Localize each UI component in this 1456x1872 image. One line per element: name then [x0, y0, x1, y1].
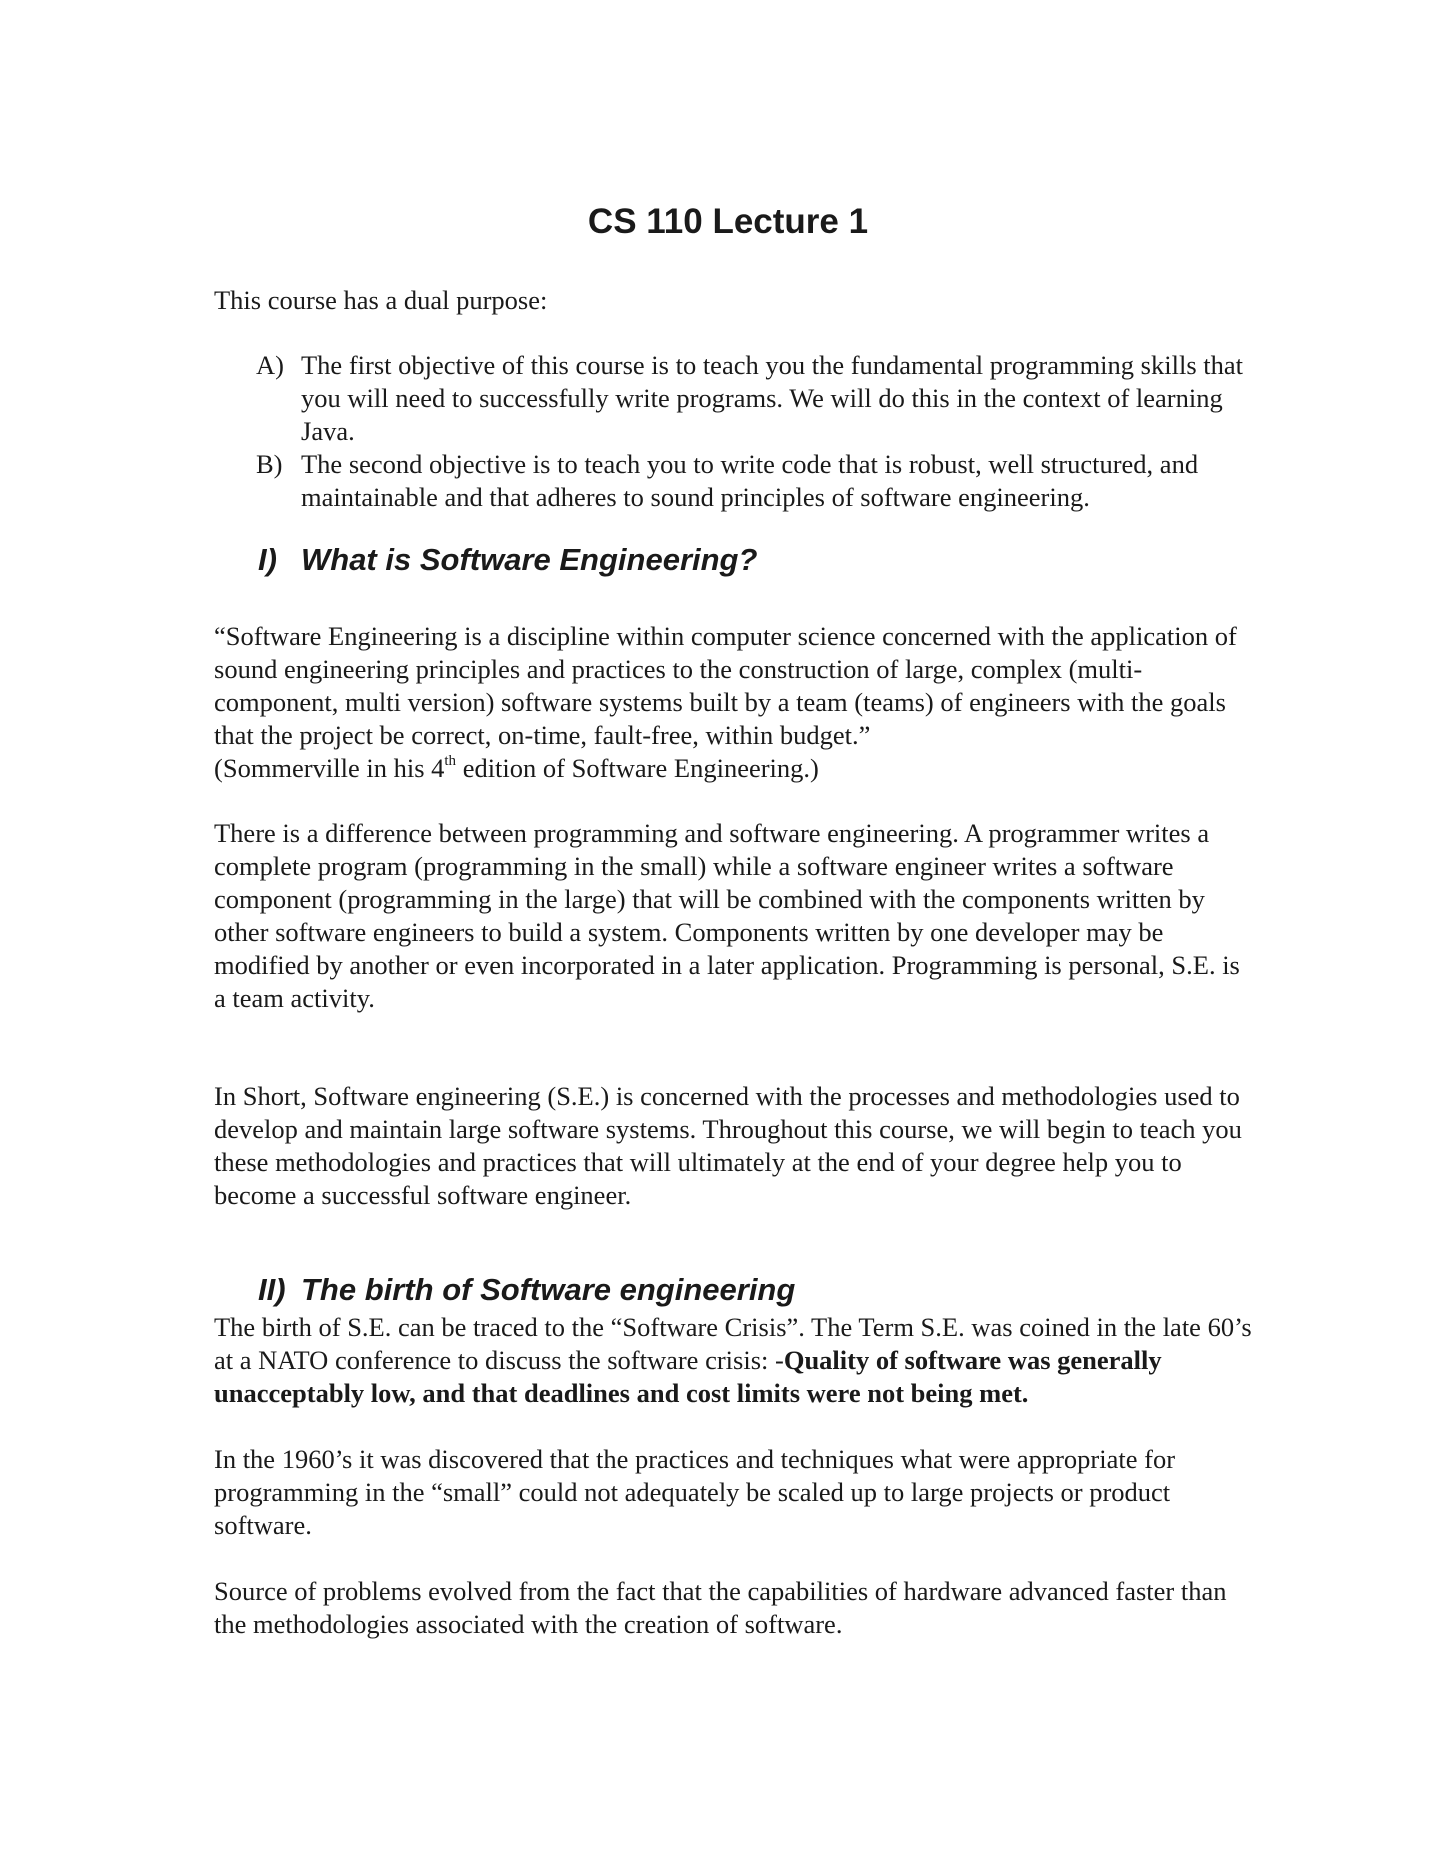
objective-marker: B) — [256, 449, 283, 479]
sixties-paragraph: In the 1960’s it was discovered that the practices and techniques what were appropriate for programming in the “small” could not adequately be scaled up to large projects or product software. — [214, 1444, 1176, 1540]
difference-paragraph: There is a difference between programming and software engineering. A programmer writes a complete program (programming in the small) while a software engineer writes a software component (programming in the large) that will be combined with the components written by other software engineers to build a system. Components written by one developer may be modified by another or even incorporated in a later application. Programming is personal, S.E. is a team activity. — [214, 818, 1240, 1013]
section-heading-text: What is Software Engineering? — [301, 542, 758, 577]
in-short-paragraph: In Short, Software engineering (S.E.) is concerned with the processes and methodologies used to develop and maintain large software systems. Throughout this course, we will begin to teach you these methodologies and practices that will ultimately at the end of your degree help you to become a successful software engineer. — [214, 1081, 1242, 1210]
document-title: CS 110 Lecture 1 — [587, 202, 869, 241]
section-number: II) — [258, 1272, 286, 1307]
citation-suffix: edition of Software Engineering.) — [456, 753, 819, 783]
citation-superscript: th — [444, 753, 457, 770]
birth-bold-text: Quality of software was generally unacceptably low, and that deadlines and cost limits were not being met. — [214, 1345, 1162, 1408]
objectives-list — [256, 349, 1256, 514]
citation-prefix: (Sommerville in his 4 — [214, 753, 445, 783]
section-heading-birth-of-se — [258, 1271, 1258, 1309]
birth-text: The birth of S.E. can be traced to the “Software Crisis”. The Term S.E. was coined in the late 60’s at a NATO conference to discuss the software crisis: - — [214, 1312, 1252, 1375]
source-paragraph: Source of problems evolved from the fact that the capabilities of hardware advanced faster than the methodologies associated with the creation of software. — [214, 1576, 1227, 1639]
section-number: I) — [258, 542, 277, 577]
objective-text: The first objective of this course is to teach you the fundamental programming skills that you will need to successfully write programs. We will do this in the context of learning Java. — [301, 350, 1243, 446]
birth-paragraph — [214, 1311, 1254, 1410]
definition-block — [214, 620, 1254, 785]
section-heading-what-is-se — [258, 541, 1258, 579]
objective-item — [256, 349, 1256, 448]
objective-marker: A) — [256, 350, 284, 380]
definition-quote: “Software Engineering is a discipline within computer science concerned with the application of sound engineering principles and practices to the construction of large, complex (multi-component, multi version) software systems built by a team (teams) of engineers with the goals that the project be correct, on-time, fault-free, within budget.” — [214, 621, 1237, 750]
section-heading-text: The birth of Software engineering — [301, 1272, 796, 1307]
objective-item — [256, 448, 1256, 514]
objective-text: The second objective is to teach you to write code that is robust, well structured, and maintainable and that adheres to sound principles of software engineering. — [301, 449, 1199, 512]
intro-paragraph: This course has a dual purpose: — [214, 285, 548, 315]
